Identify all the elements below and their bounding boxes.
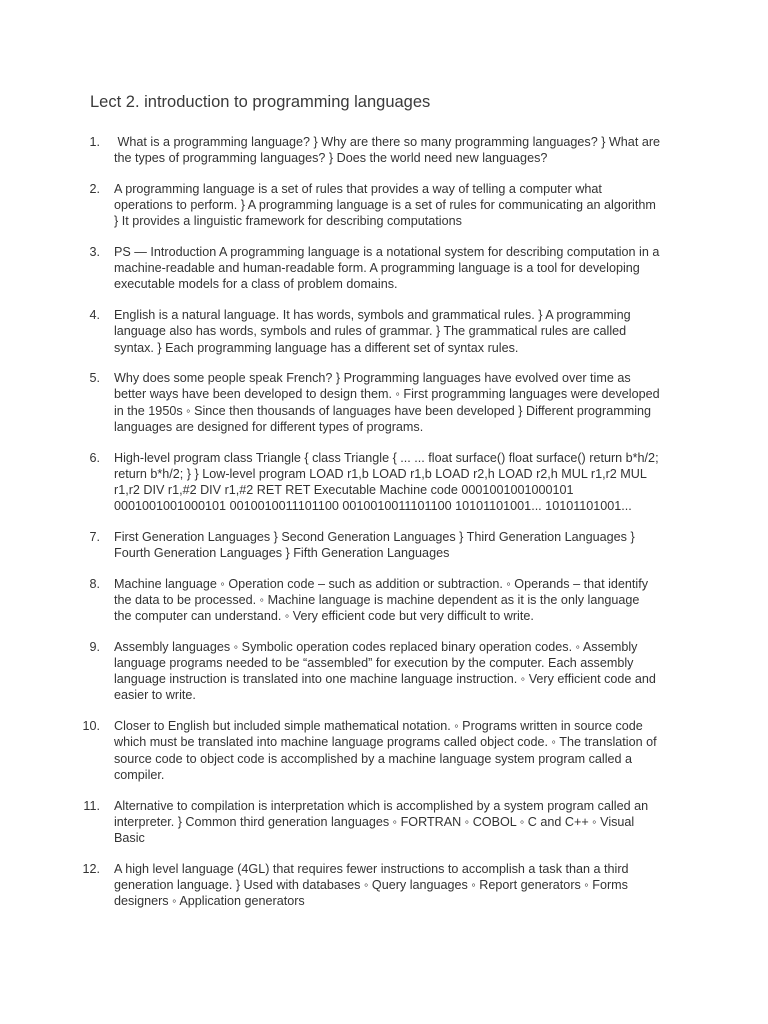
list-item	[90, 134, 708, 166]
item-number: 11.	[83, 798, 100, 813]
list-item	[90, 370, 708, 435]
item-text: Why does some people speak French? } Programming languages have evolved over time as better ways have been developed to design them. ◦ First programming languages were developed in the 1950s ◦ Since then thousands of languages have been developed } Different programming languages are designed for different types of programs.	[114, 371, 660, 434]
item-number: 5.	[89, 371, 100, 386]
list-item	[83, 798, 708, 847]
list-item	[90, 576, 708, 625]
item-number: 12.	[82, 861, 100, 876]
item-number: 7.	[89, 529, 100, 544]
item-number: 3.	[89, 245, 100, 260]
numbered-list	[82, 134, 708, 909]
item-text: First Generation Languages } Second Generation Languages } Third Generation Languages } Fourth Generation Languages } Fifth Generation Languages	[114, 529, 635, 561]
item-text: A programming language is a set of rules that provides a way of telling a computer what operations to perform. } A programming language is a set of rules for communicating an algorithm } It provides a linguistic framework for describing computations	[114, 181, 656, 229]
item-text: Machine language ◦ Operation code – such as addition or subtraction. ◦ Operands – that identify the data to be processed. ◦ Machine language is machine dependent as it is the only language the computer can understand. ◦ Very efficient code but very difficult to write.	[114, 576, 648, 624]
list-item	[90, 181, 708, 230]
item-number: 9.	[89, 639, 100, 654]
item-text: High-level program class Triangle { class Triangle { ... ... float surface() float surface() return b*h/2; return b*h/2; } } Low-level program LOAD r1,b LOAD r1,b LOAD r2,h LOAD r2,h MUL r1,r2 MUL r1,r2 DIV r1,#2 DIV r1,#2 RET RET Executable Machine code 0001001001000101 0001001001000101 0010010011101100 0010010011101100 10101101001... 10101101001...	[114, 450, 659, 514]
document-title: Lect 2. introduction to programming languages	[90, 93, 431, 111]
item-number: 2.	[89, 181, 100, 196]
item-number: 1.	[89, 135, 100, 149]
item-text: What is a programming language? } Why are there so many programming languages? } What are the types of programming languages? } Does the world need new languages?	[114, 135, 664, 166]
list-item	[90, 450, 708, 515]
list-item	[82, 861, 708, 910]
item-text: PS — Introduction A programming language is a notational system for describing computation in a machine-readable and human-readable form. A programming language is a tool for developing executable models for a class of problem domains.	[114, 245, 660, 292]
item-text: English is a natural language. It has words, symbols and grammatical rules. } A programming language also has words, symbols and rules of grammar. } The grammatical rules are called syntax. } Each programming language has a different set of syntax rules.	[114, 308, 631, 355]
list-item	[90, 307, 708, 356]
item-number: 8.	[89, 576, 100, 591]
list-item	[82, 718, 708, 783]
item-number: 4.	[89, 308, 100, 323]
item-text: Alternative to compilation is interpretation which is accomplished by a system program called an interpreter. } Common third generation languages ◦ FORTRAN ◦ COBOL ◦ C and C++ ◦ Visual Basic	[114, 798, 649, 845]
list-item	[90, 529, 708, 561]
item-text: Closer to English but included simple mathematical notation. ◦ Programs written in source code which must be translated into machine language programs called object code. ◦ The translation of source code to object code is accomplished by a machine language system program called a compiler.	[114, 719, 657, 782]
item-text: Assembly languages ◦ Symbolic operation codes replaced binary operation codes. ◦ Assembly language programs needed to be “assembled” for execution by the computer. Each assembly language instruction is translated into one machine language instruction. ◦ Very efficient code and easier to write.	[114, 639, 656, 703]
item-number: 6.	[89, 450, 100, 465]
item-number: 10.	[82, 719, 100, 734]
list-item	[90, 639, 708, 704]
item-text: A high level language (4GL) that requires fewer instructions to accomplish a task than a third generation language. } Used with databases ◦ Query languages ◦ Report generators ◦ Forms designers ◦ Application generators	[114, 861, 629, 909]
list-item	[90, 244, 708, 293]
